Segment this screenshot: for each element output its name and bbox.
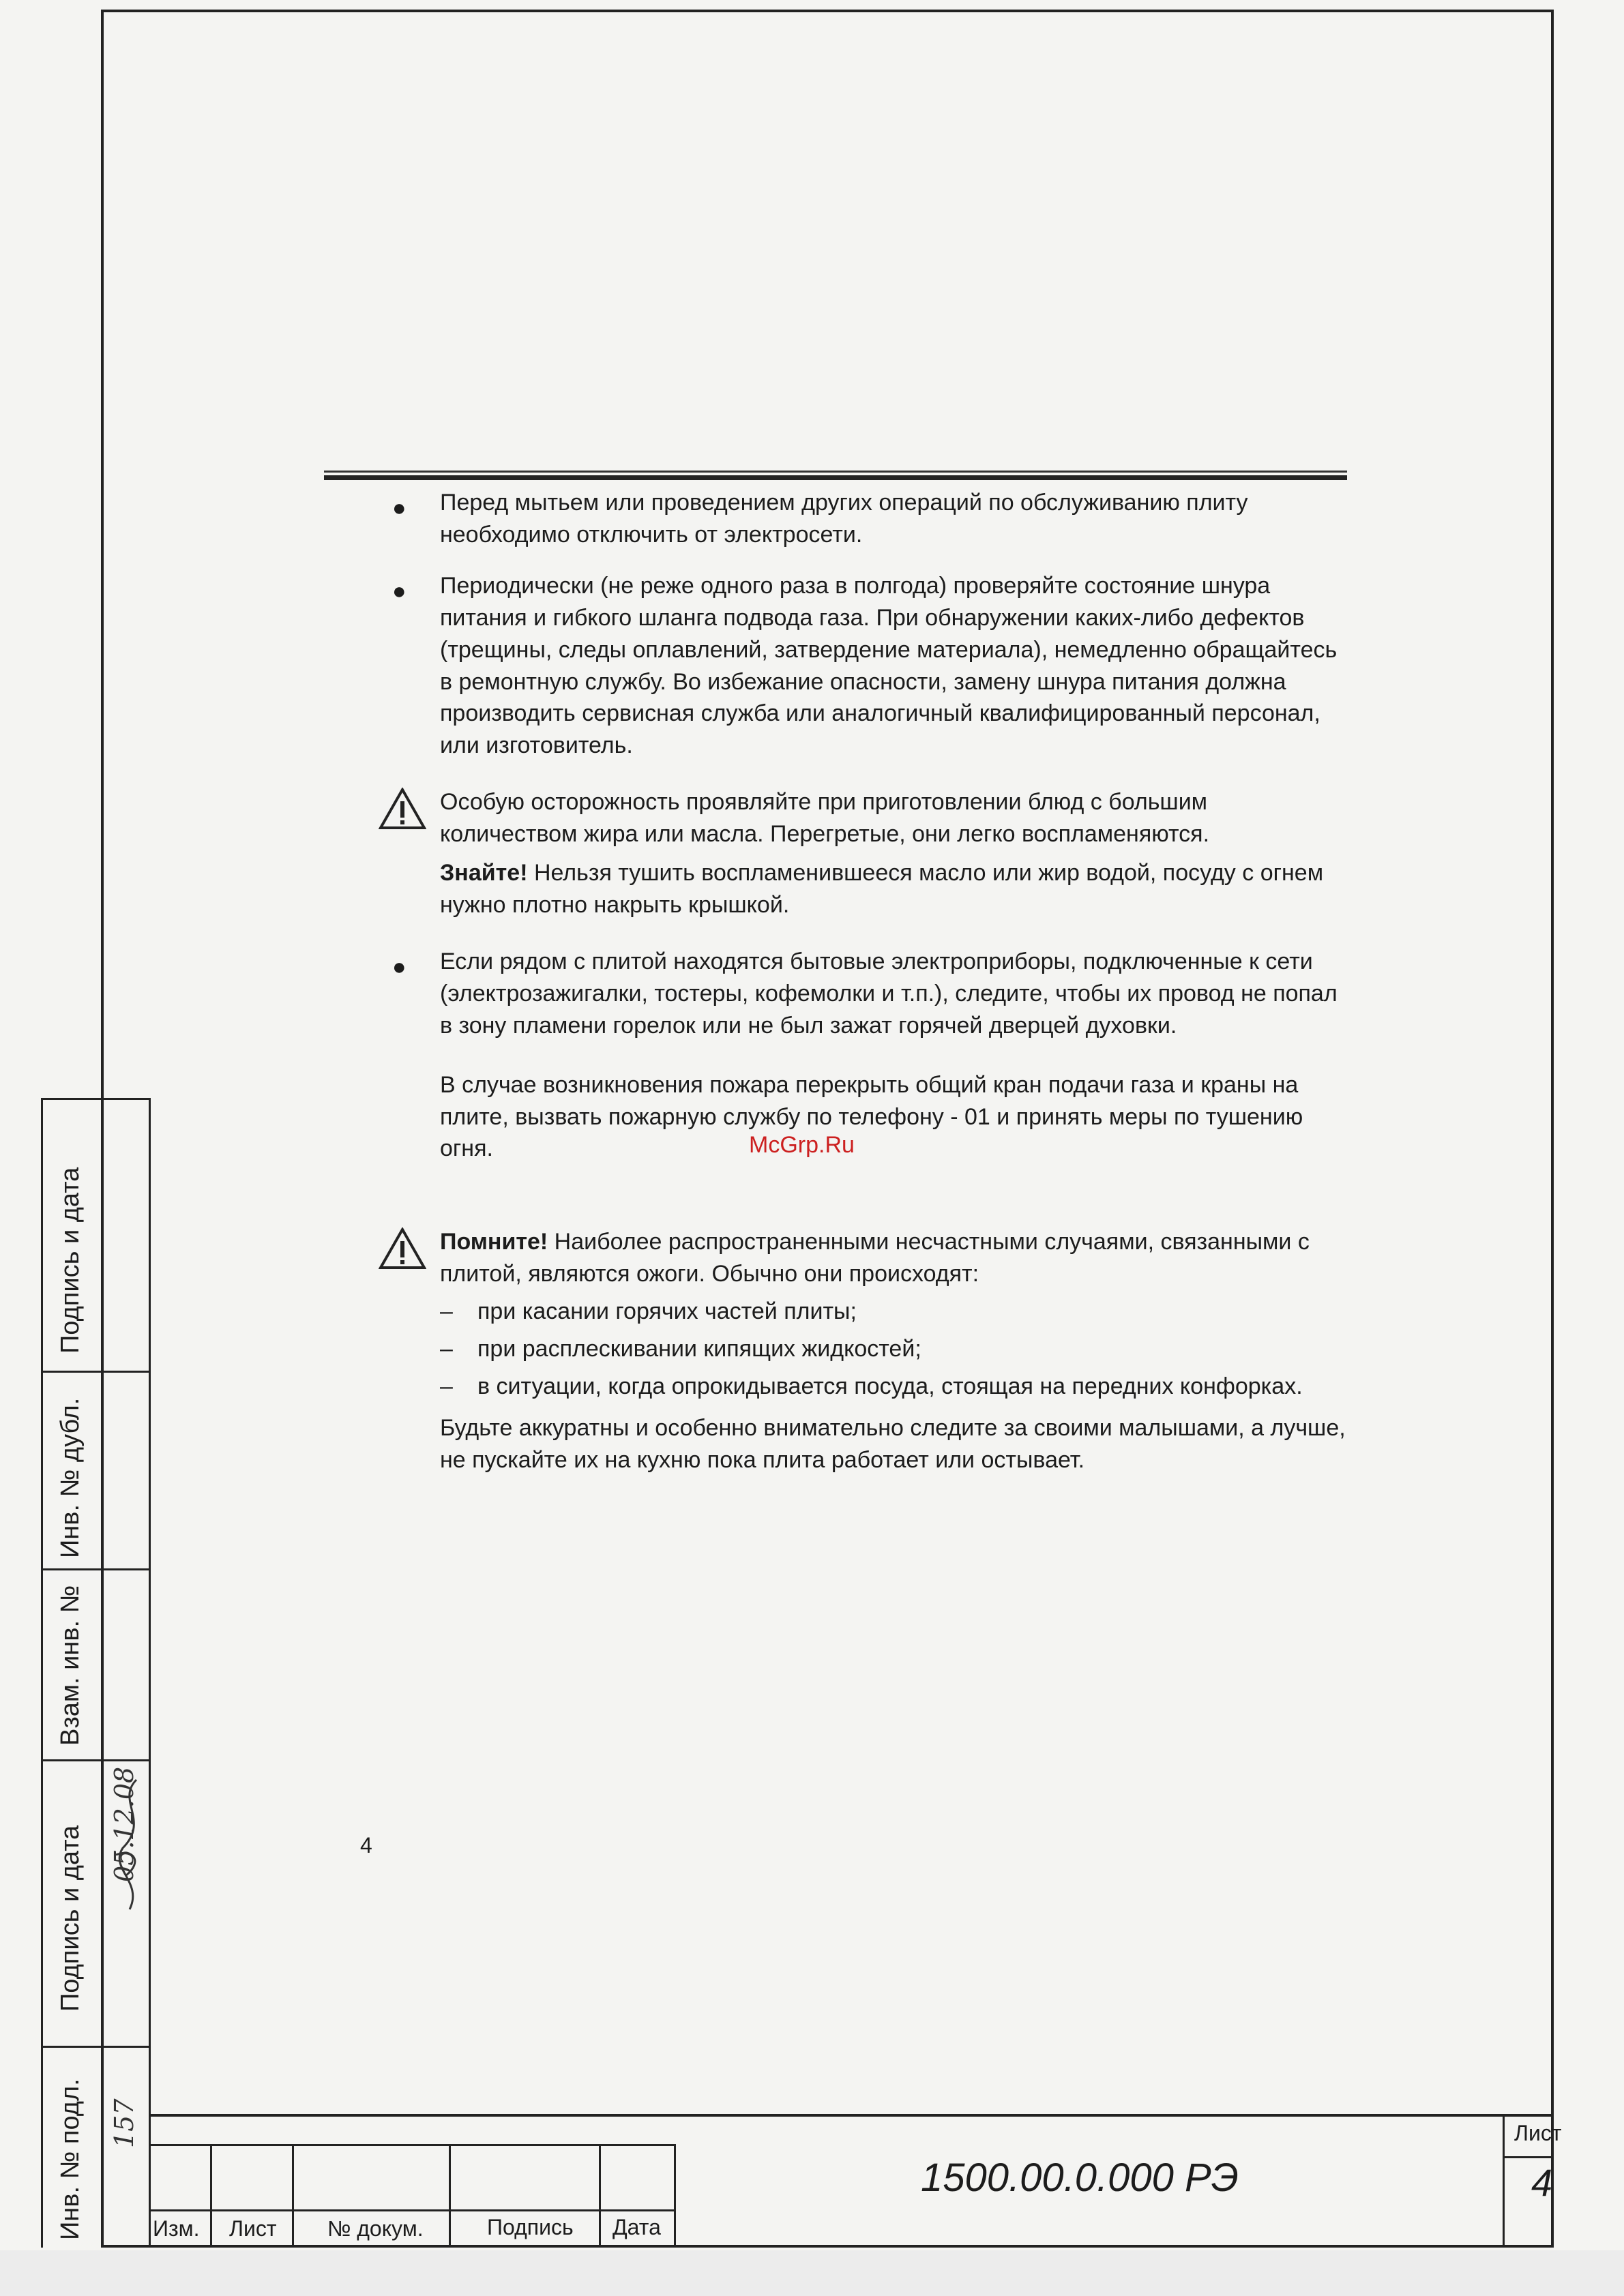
fire-text: В случае возникновения пожара перекрыть общий кран подачи газа и краны на плите, вызвать пожарную службу по телефону - 01 и принять меры по тушению огня. [440, 1071, 1303, 1162]
bullet-dot-icon: ● [392, 495, 407, 521]
stamp-separator [41, 1568, 149, 1570]
warning-block [324, 786, 1347, 921]
bullet-item [324, 946, 1347, 1042]
stamp-label-original-inv: Инв. № подл. [56, 2078, 85, 2240]
tb-line [1503, 2156, 1554, 2158]
dash-icon: – [440, 1298, 453, 1325]
warning-block [324, 1226, 1347, 1476]
stamp-label-signature-date-2: Подпись и дата [56, 1825, 85, 2012]
header-rule-thin [324, 471, 1347, 473]
warning-know-text: Нельзя тушить воспламенившееся масло или жир водой, посуду с огнем нужно плотно накрыть крышкой. [440, 860, 1324, 918]
warning-text: Особую осторожность проявляйте при приготовлении блюд с большим количеством жира или масла. Перегретые, они легко воспламеняются. [440, 789, 1210, 848]
stamp-column-edge [149, 1098, 151, 2248]
handwritten-date: 05.12.08 [109, 1766, 139, 1882]
dash-item [440, 1371, 1347, 1403]
tb-line [599, 2144, 601, 2248]
stamp-label-signature-date: Подпись и дата [56, 1167, 85, 1354]
warning-icon [379, 788, 426, 830]
warning-know [440, 857, 1347, 921]
tb-line [149, 2114, 1554, 2117]
watermark: McGrp.Ru [749, 1132, 855, 1158]
stamp-label-dup-inv: Инв. № дубл. [56, 1397, 85, 1558]
dash-icon: – [440, 1336, 453, 1362]
warning2-bold: Помните! [440, 1229, 548, 1255]
dash-text: при касании горячих частей плиты; [477, 1298, 857, 1325]
dash-item [440, 1296, 1347, 1328]
tb-line [1503, 2114, 1505, 2248]
warning-know-bold: Знайте! [440, 860, 528, 886]
warning2-text [440, 1226, 1347, 1290]
bullet-item [324, 487, 1347, 551]
closing-text: Будьте аккуратны и особенно внимательно следите за своими малышами, а лучше, не пускайте их на кухню пока плита работает или остывает. [440, 1414, 1346, 1473]
tb-line [149, 2144, 674, 2146]
sheet-number: 4 [1531, 2161, 1553, 2204]
bullet-dot-icon: ● [392, 578, 407, 604]
document-code: 1500.00.0.000 РЭ [921, 2156, 1239, 2200]
bullet-text: Если рядом с плитой находятся бытовые электроприборы, подключенные к сети (электрозажигалки, тостеры, кофемолки и т.п.), следите, чтобы их провод не попал в зону пламени горелок или не был зажат горячей дверцей духовки. [440, 948, 1338, 1039]
main-content [324, 471, 1347, 1476]
handwritten-inv: 157 [109, 2098, 139, 2148]
stamp-label-replace-inv: Взам. инв. № [56, 1585, 85, 1746]
warning2-after: Наиболее распространенными несчастными случаями, связанными с плитой, являются ожоги. Обычно они происходят: [440, 1229, 1310, 1287]
scan-bottom-strip [0, 2250, 1624, 2296]
tb-line [449, 2144, 451, 2248]
header-rule-thick [324, 475, 1347, 480]
dash-text: в ситуации, когда опрокидывается посуда, стоящая на передних конфорках. [477, 1373, 1303, 1399]
dash-item [440, 1333, 1347, 1365]
stamp-separator [41, 1371, 149, 1373]
bullet-dot-icon: ● [392, 953, 407, 980]
tb-line [674, 2144, 676, 2248]
tb-line [292, 2144, 294, 2248]
tb-col-doc: № докум. [327, 2216, 424, 2241]
bullet-item [324, 570, 1347, 762]
tb-line [210, 2144, 212, 2248]
tb-sheet-label: Лист [1514, 2121, 1562, 2145]
stamp-separator [41, 2046, 149, 2048]
tb-col-signature: Подпись [487, 2215, 574, 2239]
warning-icon [379, 1227, 426, 1270]
tb-col-change: Изм. [153, 2216, 200, 2241]
stamp-separator [41, 1098, 149, 1100]
tb-line [149, 2209, 674, 2211]
dash-icon: – [440, 1373, 453, 1399]
tb-col-sheet: Лист [229, 2216, 277, 2241]
title-block [149, 2114, 1562, 2248]
bullet-text: Периодически (не реже одного раза в полгода) проверяйте состояние шнура питания и гибкого шланга подвода газа. При обнаружении каких-либо дефектов (трещины, следы оплавлений, затвердение материала), немедленно обращайтесь в ремонтную службу. Во избежание опасности, замену шнура питания должна производить сервисная служба или аналогичный квалифицированный персонал, или изготовитель. [440, 572, 1338, 759]
dash-text: при расплескивании кипящих жидкостей; [477, 1336, 921, 1362]
handwritten-signature [102, 1773, 157, 1937]
tb-col-date: Дата [612, 2215, 661, 2239]
bullet-text: Перед мытьем или проведением других операций по обслуживанию плиту необходимо отключить от электросети. [440, 490, 1248, 548]
page-number: 4 [360, 1833, 372, 1858]
stamp-separator [41, 1759, 149, 1761]
